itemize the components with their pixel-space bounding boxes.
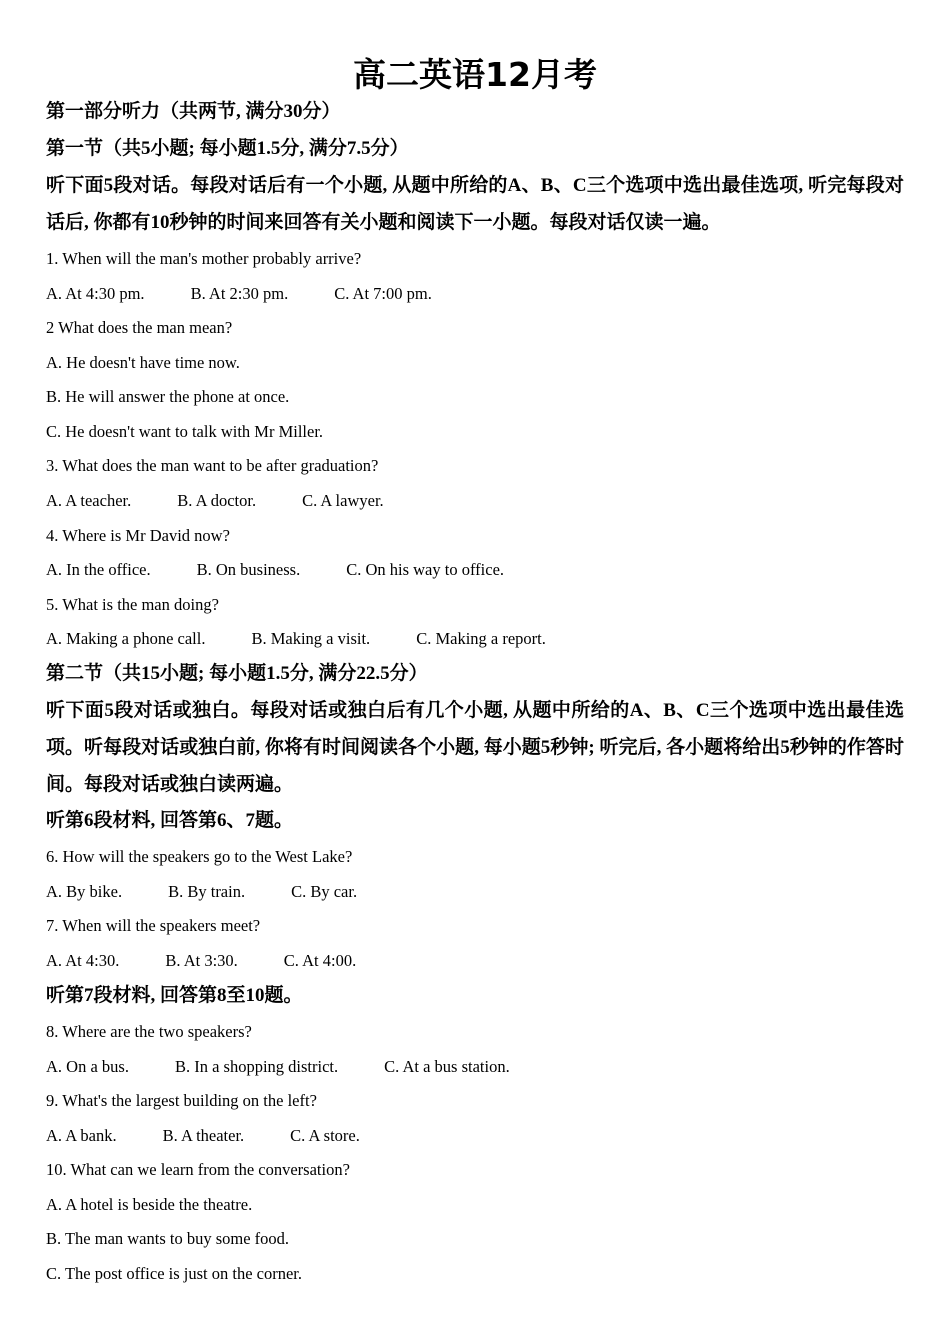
question-6-options (46, 880, 357, 904)
question-9: 9. What's the largest building on the left? (46, 1091, 317, 1110)
option: A. By bike. (46, 882, 123, 901)
option: C. At 4:00. (283, 951, 357, 970)
exam-title: 高二英语12月考 (353, 55, 597, 94)
section1-heading: 第一节（共5小题; 每小题1.5分, 满分7.5分） (46, 138, 409, 159)
option: C. By car. (291, 882, 358, 901)
question-7: 7. When will the speakers meet? (46, 916, 261, 935)
question-10-option-b: B. The man wants to buy some food. (46, 1229, 290, 1248)
option: A. At 4:30. (46, 951, 120, 970)
question-3-options (46, 489, 384, 513)
option: A. A teacher. (46, 491, 132, 510)
question-2-option-a: A. He doesn't have time now. (46, 353, 240, 372)
section1-instructions: 听下面5段对话。每段对话后有一个小题, 从题中所给的A、B、C三个选项中选出最佳选项, 听完每段对话后, 你都有10秒钟的时间来回答有关小题和阅读下一小题。每段对话仅读一遍。 (46, 175, 904, 233)
option: A. A bank. (46, 1126, 117, 1145)
option: C. At 7:00 pm. (334, 284, 432, 303)
question-10: 10. What can we learn from the conversation? (46, 1160, 350, 1179)
question-1: 1. When will the man's mother probably arrive? (46, 249, 362, 268)
option: A. At 4:30 pm. (46, 284, 145, 303)
option: B. At 2:30 pm. (190, 284, 289, 303)
section2-instructions: 听下面5段对话或独白。每段对话或独白后有几个小题, 从题中所给的A、B、C三个选项中选出最佳选项。听每段对话或独白前, 你将有时间阅读各个小题, 每小题5秒钟; 听完后, 各小题将给出5秒钟的作答时间。每段对话或独白读两遍。 (46, 700, 904, 795)
question-8: 8. Where are the two speakers? (46, 1022, 252, 1041)
option: B. By train. (168, 882, 246, 901)
option: B. Making a visit. (251, 629, 371, 648)
section2-heading: 第二节（共15小题; 每小题1.5分, 满分22.5分） (46, 663, 428, 684)
question-8-options (46, 1055, 510, 1079)
question-1-options (46, 282, 432, 306)
question-4-options (46, 558, 504, 582)
option: B. A theater. (162, 1126, 245, 1145)
question-2-option-c: C. He doesn't want to talk with Mr Miller. (46, 422, 324, 441)
option: C. A lawyer. (302, 491, 384, 510)
option: A. On a bus. (46, 1057, 129, 1076)
question-2-option-b: B. He will answer the phone at once. (46, 387, 290, 406)
option: C. At a bus station. (384, 1057, 510, 1076)
question-10-option-a: A. A hotel is beside the theatre. (46, 1195, 253, 1214)
option: B. On business. (196, 560, 301, 579)
question-6: 6. How will the speakers go to the West Lake? (46, 847, 353, 866)
option: C. Making a report. (416, 629, 546, 648)
question-7-options (46, 949, 356, 973)
option: A. Making a phone call. (46, 629, 206, 648)
question-5-options (46, 627, 546, 651)
question-5: 5. What is the man doing? (46, 595, 219, 614)
question-4: 4. Where is Mr David now? (46, 526, 230, 545)
option: B. In a shopping district. (174, 1057, 339, 1076)
question-3: 3. What does the man want to be after graduation? (46, 456, 379, 475)
question-10-option-c: C. The post office is just on the corner. (46, 1264, 303, 1283)
question-2: 2 What does the man mean? (46, 318, 233, 337)
option: B. A doctor. (177, 491, 257, 510)
option: C. On his way to office. (346, 560, 505, 579)
material-7-heading: 听第7段材料, 回答第8至10题。 (46, 985, 303, 1006)
question-9-options (46, 1124, 360, 1148)
option: A. In the office. (46, 560, 151, 579)
option: B. At 3:30. (165, 951, 238, 970)
part1-heading: 第一部分听力（共两节, 满分30分） (46, 101, 341, 122)
material-6-heading: 听第6段材料, 回答第6、7题。 (46, 810, 294, 831)
option: C. A store. (290, 1126, 360, 1145)
